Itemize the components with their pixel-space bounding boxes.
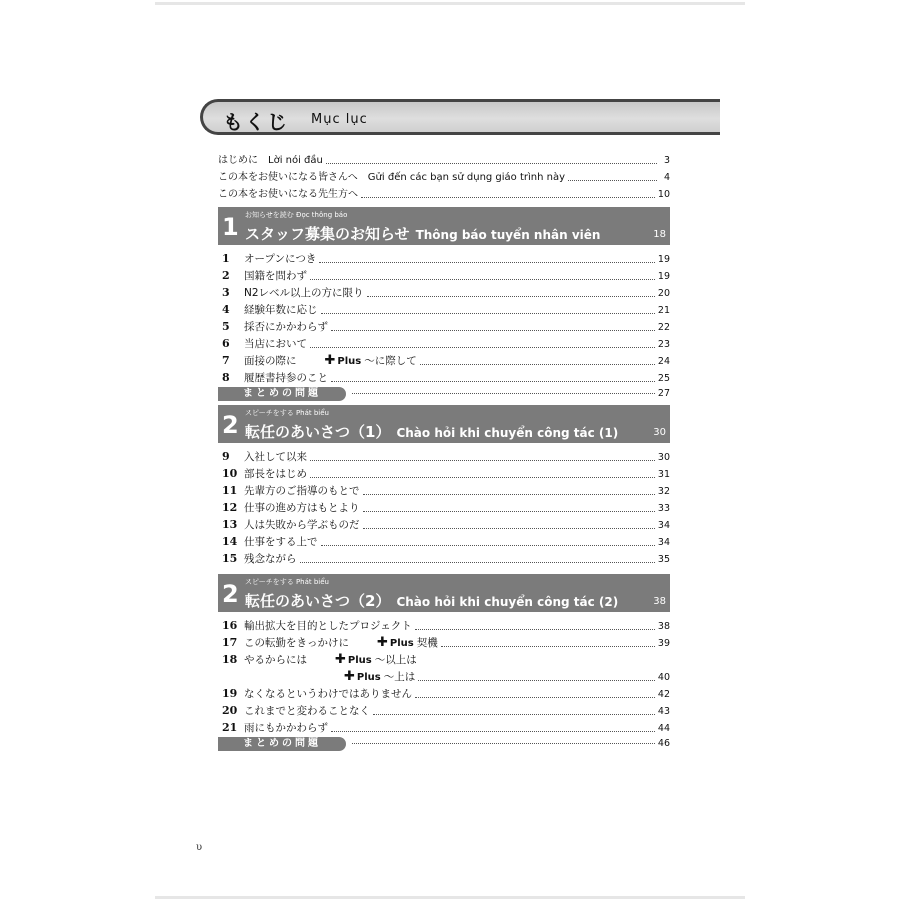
entry-number: 19	[222, 687, 238, 700]
section-title-vi: Thông báo tuyển nhân viên	[415, 228, 601, 242]
page-number: 31	[657, 469, 670, 480]
page-number: 42	[657, 689, 670, 700]
entry-label	[222, 688, 412, 701]
entry-text: 部長をはじめ	[244, 468, 307, 480]
dot-leader	[415, 629, 655, 630]
dot-leader	[363, 511, 655, 512]
toc-entry[interactable]	[218, 317, 670, 334]
intro-entry[interactable]	[218, 167, 670, 184]
toc-title-vi: Mục lục	[311, 112, 368, 127]
page-number: 23	[657, 339, 670, 350]
toc-header	[200, 99, 720, 135]
section-page: 18	[653, 229, 666, 240]
dot-leader	[326, 163, 657, 164]
entry-text: 仕事の進め方はもとより	[244, 502, 360, 514]
toc-entry[interactable]	[218, 498, 670, 515]
section-title-jp: 転任のあいさつ（1）	[245, 423, 391, 441]
dot-leader	[310, 347, 655, 348]
entry-number: 14	[222, 535, 238, 548]
entry-number: 13	[222, 518, 238, 531]
page-number: 27	[657, 388, 670, 399]
entry-label	[222, 705, 370, 718]
review-entry[interactable]	[218, 386, 670, 401]
section-title-vi: Chào hỏi khi chuyển công tác (2)	[396, 595, 619, 609]
entry-label	[222, 270, 307, 283]
section-subtitle: スピーチをする Phát biểu	[245, 578, 329, 586]
entry-text: 入社して以来	[244, 451, 307, 463]
page-number: 22	[657, 322, 670, 333]
toc-entry[interactable]	[218, 718, 670, 735]
dot-leader	[363, 494, 655, 495]
toc-entry[interactable]	[218, 368, 670, 385]
section-title-jp: 転任のあいさつ（2）	[245, 592, 391, 610]
toc-title-jp: もくじ	[223, 110, 289, 134]
page-number: 3	[663, 155, 670, 166]
toc-entry[interactable]	[218, 633, 670, 650]
dot-leader	[310, 460, 655, 461]
toc-entry[interactable]	[218, 351, 670, 368]
entry-text: オープンにつき	[244, 253, 317, 265]
toc-entry[interactable]	[218, 447, 670, 464]
dot-leader	[310, 477, 655, 478]
dot-leader	[321, 313, 655, 314]
entry-label	[222, 485, 360, 498]
entry-number: 9	[222, 450, 230, 463]
entry-number: 8	[222, 371, 230, 384]
plus-note	[335, 654, 417, 667]
plus-text: 契機	[416, 637, 438, 649]
plus-icon: ✚	[324, 353, 336, 368]
entry-number: 18	[222, 653, 238, 666]
bottom-border	[155, 896, 745, 899]
section-number: 2	[222, 411, 239, 439]
entry-text: 残念ながら	[244, 553, 297, 565]
dot-leader	[441, 646, 655, 647]
page-number: 40	[657, 672, 670, 683]
entry-label	[222, 536, 318, 549]
dot-leader	[420, 364, 655, 365]
page-number: 43	[657, 706, 670, 717]
section-title	[245, 223, 600, 244]
plus-text: ～に際して	[364, 355, 417, 367]
entry-text: 当店において	[244, 338, 307, 350]
toc-entry[interactable]	[218, 464, 670, 481]
plus-label: Plus	[356, 672, 381, 683]
toc-entry[interactable]	[218, 684, 670, 701]
dot-leader	[352, 743, 655, 744]
entry-label	[222, 654, 417, 667]
dot-leader	[310, 279, 655, 280]
toc-entry[interactable]	[218, 701, 670, 718]
plus-label: Plus	[337, 356, 362, 367]
intro-entry[interactable]	[218, 150, 670, 167]
entry-label	[222, 620, 412, 633]
section-header[interactable]	[218, 574, 670, 612]
table-of-contents	[218, 150, 670, 755]
toc-entry[interactable]	[218, 532, 670, 549]
entry-number: 7	[222, 354, 230, 367]
entry-text: これまでと変わることなく	[244, 705, 370, 717]
plus-icon: ✚	[344, 669, 355, 684]
entry-label	[222, 451, 307, 464]
entry-label: はじめに Lời nói đầu	[218, 155, 323, 166]
entry-number: 10	[222, 467, 238, 480]
entry-number: 15	[222, 552, 238, 565]
entry-text: 経験年数に応じ	[244, 304, 318, 316]
entry-label	[222, 671, 415, 684]
page-number: 21	[657, 305, 670, 316]
section-number: 1	[222, 213, 239, 241]
section-header[interactable]	[218, 207, 670, 245]
entry-label	[222, 519, 360, 532]
dot-leader	[331, 731, 655, 732]
entry-text: 仕事をする上で	[244, 536, 318, 548]
entry-label	[222, 338, 307, 351]
page-number: 20	[657, 288, 670, 299]
plus-note	[325, 355, 417, 368]
page-number: 33	[657, 503, 670, 514]
entry-number: 21	[222, 721, 238, 734]
dot-leader	[363, 528, 655, 529]
toc-entry[interactable]	[218, 283, 670, 300]
page-number: 46	[657, 738, 670, 749]
entry-label	[222, 553, 297, 566]
entry-label	[222, 722, 328, 735]
page-number: 30	[657, 452, 670, 463]
section-number: 2	[222, 580, 239, 608]
toc-entry[interactable]	[218, 549, 670, 566]
page-number: 34	[657, 537, 670, 548]
review-label: まとめの問題	[218, 737, 346, 751]
dot-leader	[321, 545, 655, 546]
toc-entry[interactable]	[218, 515, 670, 532]
page-number: 10	[657, 189, 670, 200]
toc-entry[interactable]	[218, 616, 670, 633]
section-title-jp: スタッフ募集のお知らせ	[245, 225, 410, 243]
review-entry[interactable]	[218, 736, 670, 751]
entry-number: 16	[222, 619, 238, 632]
entry-text: 輸出拡大を目的としたプロジェクト	[244, 620, 412, 632]
entry-text: 採否にかかわらず	[244, 321, 328, 333]
page-number: 39	[657, 638, 670, 649]
toc-entry[interactable]	[218, 481, 670, 498]
entry-number: 11	[222, 484, 238, 497]
entry-label	[222, 502, 360, 515]
dot-leader	[331, 330, 655, 331]
dot-leader	[361, 197, 655, 198]
page-number: 24	[657, 356, 670, 367]
entry-text: N2レベル以上の方に限り	[244, 287, 364, 299]
section-subtitle: お知らせを読む Đọc thông báo	[245, 211, 348, 219]
entry-text: なくなるというわけではありません	[244, 688, 412, 700]
plus-label: Plus	[389, 638, 414, 649]
dot-leader	[352, 393, 655, 394]
entry-label: この本をお使いになる皆さんへ Gửi đến các bạn sử dụng giáo trình này	[218, 172, 566, 183]
dot-leader	[418, 680, 655, 681]
entry-label	[222, 304, 318, 317]
plus-text: ～以上は	[374, 654, 417, 666]
toc-entry[interactable]	[218, 266, 670, 283]
page-number: 44	[657, 723, 670, 734]
entry-text: この転勤をきっかけに	[244, 637, 349, 649]
entry-number: 17	[222, 636, 238, 649]
page-number: 19	[657, 271, 670, 282]
entry-label	[222, 355, 417, 368]
toc-entry[interactable]	[218, 334, 670, 351]
page-number: 35	[657, 554, 670, 565]
entry-label	[222, 253, 316, 266]
entry-number: 3	[222, 286, 230, 299]
section-title-vi: Chào hỏi khi chuyển công tác (1)	[396, 426, 619, 440]
entry-text: 雨にもかかわらず	[244, 722, 328, 734]
entry-text: やるからには	[244, 654, 307, 666]
toc-entry[interactable]	[218, 300, 670, 317]
dot-leader	[367, 296, 655, 297]
section-title	[245, 421, 618, 442]
entry-text: 履歴書持参のこと	[244, 372, 328, 384]
section-subtitle: スピーチをする Phát biểu	[245, 409, 329, 417]
entry-number: 1	[222, 252, 230, 265]
section-page: 30	[653, 427, 666, 438]
page-number: 32	[657, 486, 670, 497]
entry-label	[222, 468, 307, 481]
entry-number: 2	[222, 269, 230, 282]
plus-icon: ✚	[335, 652, 346, 667]
entry-label	[222, 637, 438, 650]
section-title	[245, 590, 618, 611]
page-number: 25	[657, 373, 670, 384]
toc-entry[interactable]	[218, 249, 670, 266]
dot-leader	[319, 262, 655, 263]
entry-number: 5	[222, 320, 230, 333]
plus-icon: ✚	[377, 635, 388, 650]
page-mark: υ	[196, 842, 203, 853]
entry-text: 面接の際に	[244, 355, 297, 367]
entry-label	[222, 321, 328, 334]
entry-label: この本をお使いになる先生方へ	[218, 189, 358, 200]
intro-entry[interactable]	[218, 184, 670, 201]
entry-text: 先輩方のご指導のもとで	[244, 485, 360, 497]
top-border	[155, 2, 745, 5]
entry-number: 4	[222, 303, 230, 316]
entry-text: 国籍を問わず	[244, 270, 307, 282]
entry-label	[222, 372, 328, 385]
dot-leader	[300, 562, 655, 563]
page-number: 19	[657, 254, 670, 265]
plus-label: Plus	[347, 655, 372, 666]
entry-label	[222, 287, 364, 300]
section-page: 38	[653, 596, 666, 607]
section-header[interactable]	[218, 405, 670, 443]
plus-note	[344, 671, 415, 684]
dot-leader	[568, 180, 657, 181]
review-label: まとめの問題	[218, 387, 346, 401]
toc-entry[interactable]	[218, 650, 670, 667]
page-number: 4	[663, 172, 670, 183]
entry-number: 12	[222, 501, 238, 514]
plus-note	[377, 637, 438, 650]
dot-leader	[415, 697, 655, 698]
plus-text: ～上は	[383, 671, 416, 683]
entry-number: 20	[222, 704, 238, 717]
entry-number: 6	[222, 337, 230, 350]
page-number: 34	[657, 520, 670, 531]
dot-leader	[331, 381, 655, 382]
dot-leader	[373, 714, 655, 715]
page-number: 38	[657, 621, 670, 632]
toc-entry[interactable]	[218, 667, 670, 684]
entry-text: 人は失敗から学ぶものだ	[244, 519, 360, 531]
